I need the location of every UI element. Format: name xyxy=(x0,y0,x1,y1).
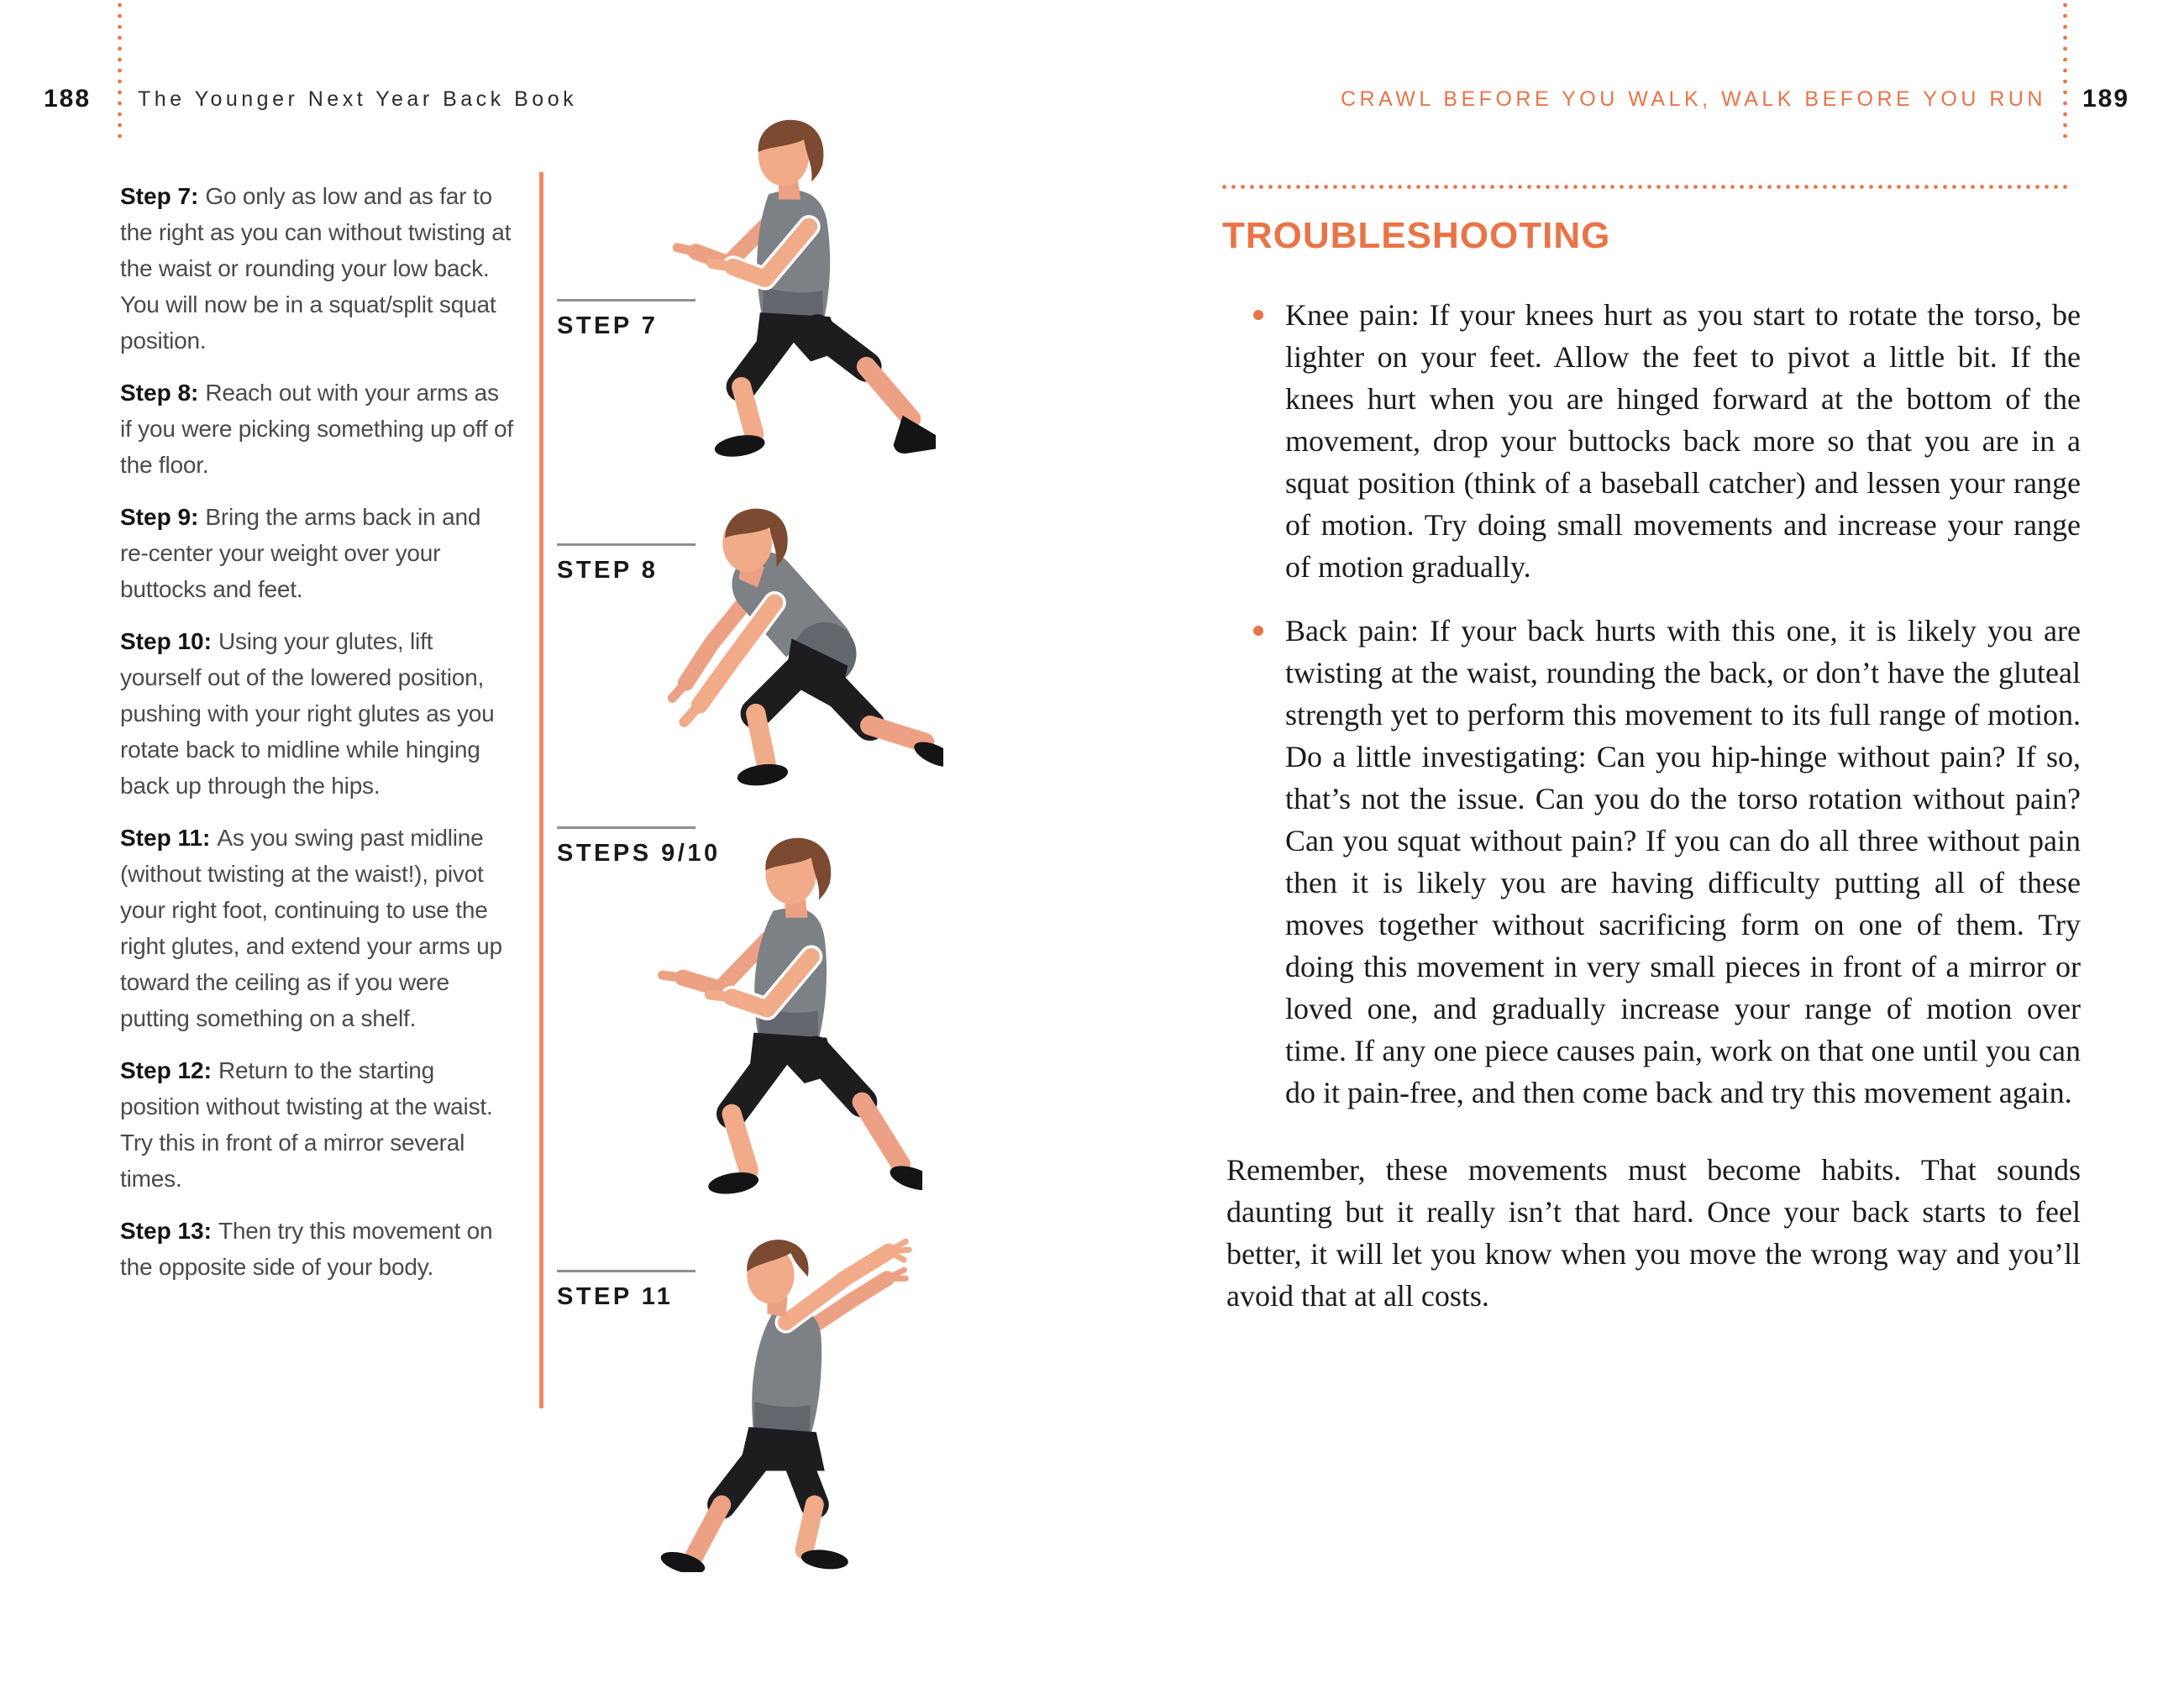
step-text: Using your glutes, lift yourself out of the lowered position, pushing with your right glutes as you rotate back to midline while hinging back up through the hips. xyxy=(120,628,495,799)
step-label: Step 9: xyxy=(120,504,199,530)
step-paragraph xyxy=(120,623,515,804)
exercise-figure-step-11 xyxy=(649,1226,914,1572)
step-paragraph xyxy=(120,820,515,1036)
step-text: Then try this movement on the opposite side of your body. xyxy=(120,1218,493,1280)
step-text: Bring the arms back in and re-center your weight over your buttocks and feet. xyxy=(120,504,481,602)
step-label: Step 7: xyxy=(120,183,199,209)
bullet-item-knee-pain xyxy=(1222,294,2081,588)
left-running-title: The Younger Next Year Back Book xyxy=(138,87,578,111)
step-label: Step 13: xyxy=(120,1218,212,1244)
bullet-text: Knee pain: If your knees hurt as you start to rotate the torso, be lighter on your feet. Allow the feet to pivot a little bit. If the knees hurt when you are hinged forward at the bottom of the movement, drop your buttocks back more so that you are in a squat position (think of a baseball catcher) and lessen your range of motion. Try doing small movements and increase your range of motion gradually. xyxy=(1285,298,2081,584)
bullet-marker-column xyxy=(1222,610,1285,1114)
bullet-item-back-pain xyxy=(1222,610,2081,1114)
step-text: Return to the starting position without twisting at the waist. Try this in front of a mirror several times. xyxy=(120,1057,493,1192)
exercise-figure-step-7 xyxy=(654,112,936,458)
right-running-title: CRAWL BEFORE YOU WALK, WALK BEFORE YOU RUN xyxy=(1340,87,2046,111)
exercise-figure-steps-9-10 xyxy=(641,830,922,1202)
figure-label-steps-9-10: STEPS 9/10 xyxy=(557,840,721,867)
step-paragraph xyxy=(120,499,515,607)
step-label: Step 12: xyxy=(120,1057,212,1083)
section-heading: TROUBLESHOOTING xyxy=(1222,215,1611,256)
step-paragraph xyxy=(120,375,515,483)
figure-label-step-8: STEP 8 xyxy=(557,557,659,584)
figure-rule xyxy=(557,826,696,829)
step-label: Step 11: xyxy=(120,825,211,851)
step-paragraph xyxy=(120,1213,515,1285)
step-label: Step 8: xyxy=(120,380,199,406)
right-page-number: 189 xyxy=(2082,85,2130,113)
column-divider-rule xyxy=(539,172,543,1408)
bullet-dot-icon xyxy=(1253,310,1263,320)
step-instructions-column xyxy=(120,178,515,1301)
troubleshooting-body xyxy=(1222,294,2081,1317)
left-page-number: 188 xyxy=(44,85,92,113)
step-text: Reach out with your arms as if you were picking something up off of the floor. xyxy=(120,380,513,478)
step-label: Step 10: xyxy=(120,628,212,654)
right-header-dotted-rule xyxy=(2063,0,2067,138)
figure-label-step-11: STEP 11 xyxy=(557,1283,674,1310)
figure-label-step-7: STEP 7 xyxy=(557,312,659,339)
step-text: As you swing past midline (without twisting at the waist!), pivot your right foot, continuing to use the right glutes, and extend your arms up toward the ceiling as if you were putting something on a shelf. xyxy=(120,825,502,1031)
bullet-marker-column xyxy=(1222,294,1285,588)
step-paragraph xyxy=(120,178,515,359)
section-dotted-rule xyxy=(1222,185,2072,189)
bullet-dot-icon xyxy=(1253,626,1263,636)
bullet-text: Back pain: If your back hurts with this one, it is likely you are twisting at the waist, rounding the back, or don’t have the gluteal strength yet to perform this movement to its full range of motion. Do a little investigating: Can you hip-hinge without pain? If so, that’s not the issue. Can you do the torso rotation without pain? Can you squat without pain? If you can do all three without pain then it is likely you are having difficulty putting all of these moves together without sacrificing form on one of them. Try doing this movement in very small pieces in front of a mirror or loved one, and gradually increase your range of motion over time. If any one piece causes pain, work on that one until you can do it pain-free, and then come back and try this movement again. xyxy=(1285,614,2081,1109)
step-paragraph xyxy=(120,1052,515,1197)
step-text: Go only as low and as far to the right as you can without twisting at the waist or rounding your low back. You will now be in a squat/split squat position. xyxy=(120,183,512,354)
exercise-figure-step-8 xyxy=(654,502,943,796)
closing-paragraph: Remember, these movements must become habits. That sounds daunting but it really isn’t that hard. Once your back starts to feel better, it will let you know when you move the wrong way and you’ll avoid that at all costs. xyxy=(1226,1153,2081,1313)
left-header-dotted-rule xyxy=(118,0,122,141)
